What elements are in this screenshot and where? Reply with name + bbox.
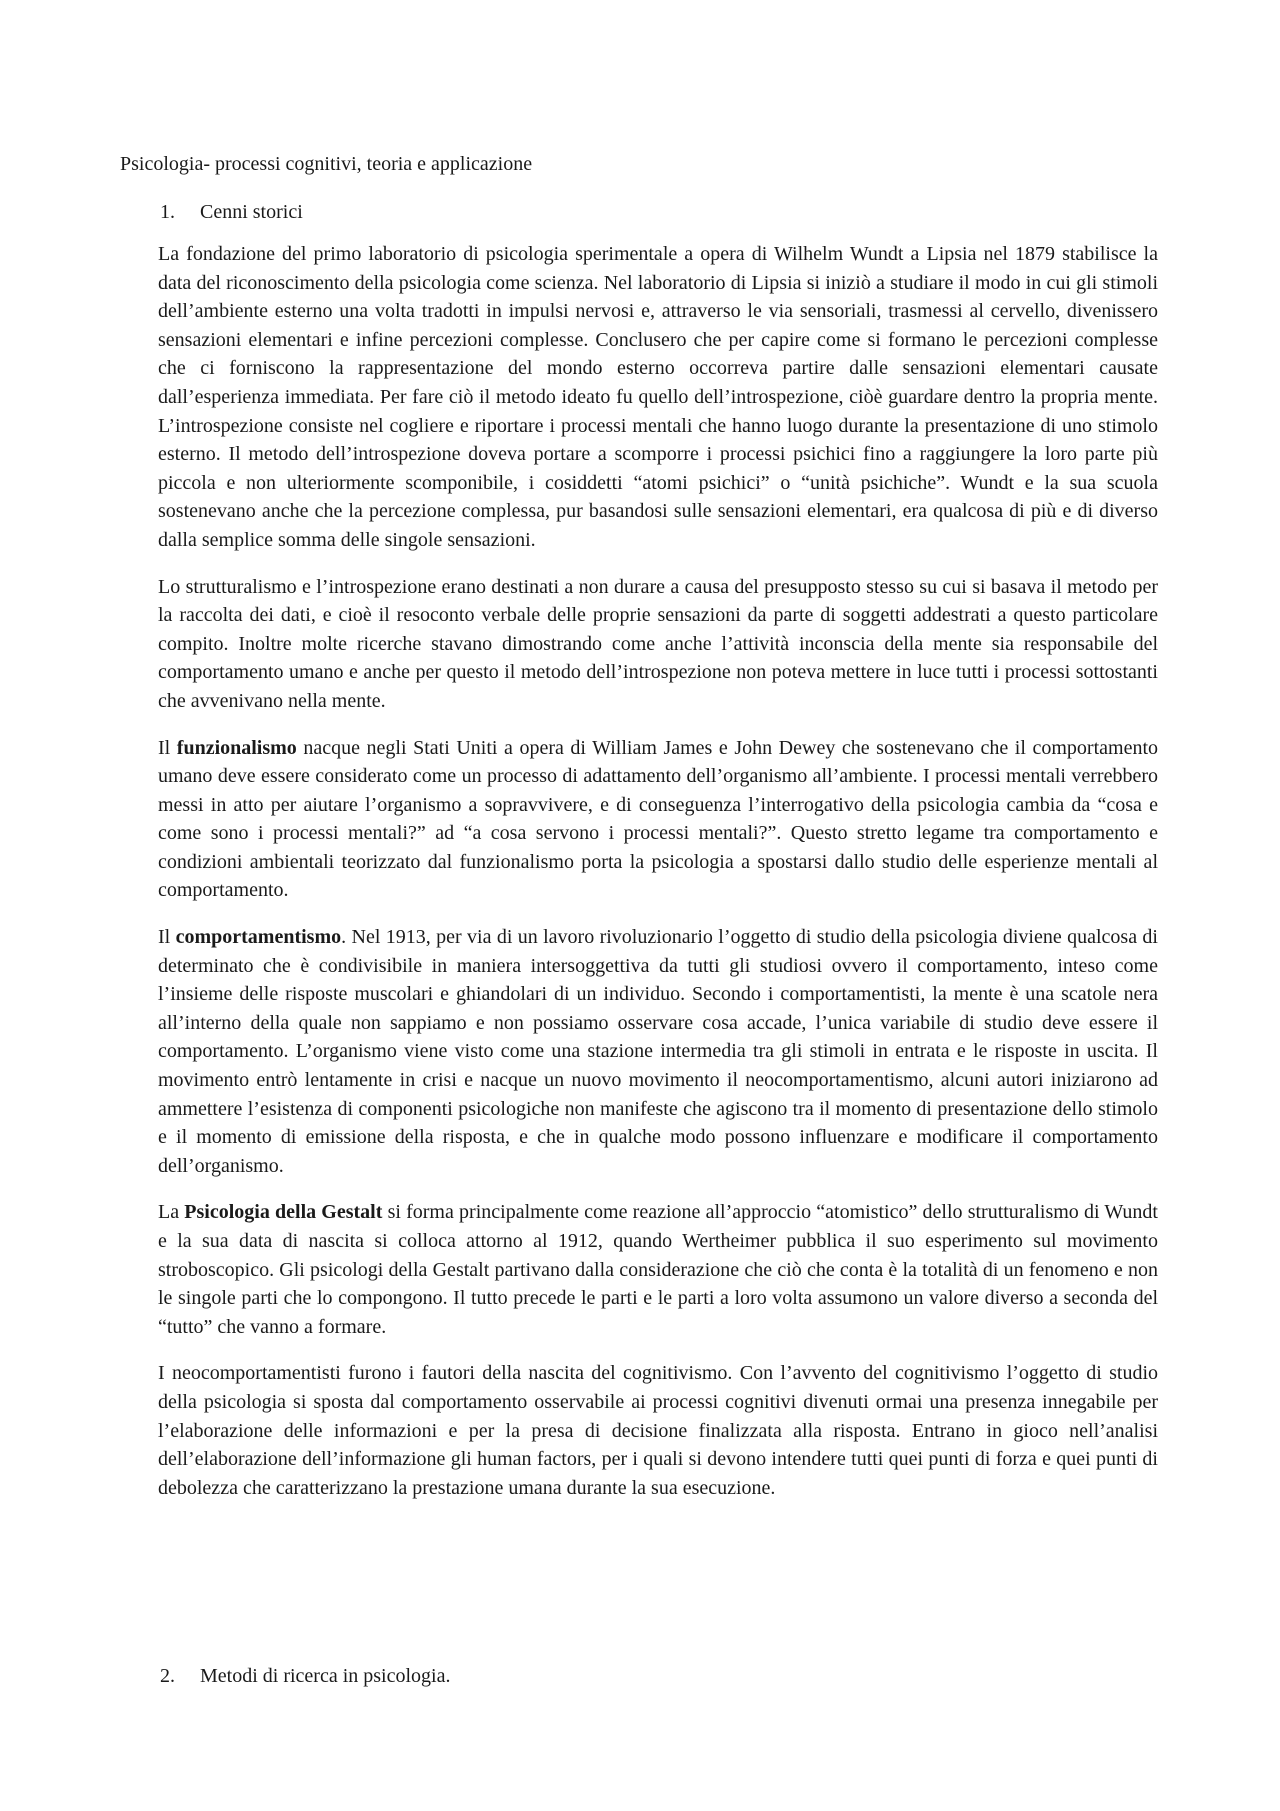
section-number: 2. — [160, 1665, 175, 1687]
paragraph-wundt: La fondazione del primo laboratorio di psicologia sperimentale a opera di Wilhelm Wundt a Lipsia nel 1879 stabilisce la data del riconoscimento della psicologia come scienza. Nel laboratorio di Lipsia si iniziò a studiare il modo in cui gli stimoli dell’ambiente esterno una volta tradotti in impulsi nervosi e, attraverso le via sensoriali, trasmessi al cervello, divenissero sensazioni elementari e infine percezioni complesse. Conclusero che per capire come si formano le percezioni complesse che ci forniscono la rappresentazione del mondo esterno occorreva partire dalle sensazioni elementari causate dall’esperienza immediata. Per fare ciò il metodo ideato fu quello dell’introspezione, ciòè guardare dentro la propria mente. L’introspezione consiste nel cogliere e riportare i processi mentali che hanno luogo durante la presentazione di uno stimolo esterno. Il metodo dell’introspezione doveva portare a scomporre i processi psichici fino a raggiungere la loro parte più piccola e non ulteriormente scomponibile, i cosiddetti “atomi psichici” o “unità psichiche”. Wundt e la sua scuola sostenevano anche che la percezione complessa, pur basandosi sulle sensazioni elementari, era qualcosa di più e di diverso dalla semplice somma delle singole sensazioni. — [158, 243, 1158, 551]
term-comportamentismo: comportamentismo — [175, 926, 342, 949]
paragraph-comportamentismo — [158, 923, 1158, 1180]
section-number: 1. — [160, 201, 175, 223]
paragraph-rest: . Nel 1913, per via di un lavoro rivoluzionario l’oggetto di studio della psicologia diviene qualcosa di determinato che è condivisibile in maniera intersoggettiva da tutti gli studiosi ovvero il comportamento, inteso come l’insieme delle risposte muscolari e ghiandolari di un individuo. Secondo i comportamentisti, la mente è una scatole nera all’interno della quale non sappiamo e non possiamo osservare cosa accade, l’unica variabile di studio deve essere il comportamento. L’organismo viene visto come una stazione intermedia tra gli stimoli in entrata e le risposte in uscita. Il movimento entrò lentamente in crisi e nacque un nuovo movimento il neocomportamentismo, alcuni autori iniziarono ad ammettere l’esistenza di componenti psicologiche non manifeste che agiscono tra il momento di presentazione dello stimolo e il momento di emissione della risposta, e che in qualche modo possono influenzare e modificare il comportamento dell’organismo. — [158, 926, 1158, 1177]
paragraph-funzionalismo — [158, 734, 1158, 906]
term-funzionalismo: funzionalismo — [176, 736, 297, 759]
section-title: Metodi di ricerca in psicologia. — [200, 1665, 451, 1687]
section-body — [158, 240, 1158, 1520]
paragraph-lead: Il — [158, 926, 176, 949]
section-heading-2 — [160, 1662, 450, 1690]
paragraph-rest: nacque negli Stati Uniti a opera di William James e John Dewey che sostenevano che il comportamento umano deve essere considerato come un processo di adattamento dell’organismo all’ambiente. I processi mentali verrebbero messi in atto per aiutare l’organismo a sopravvivere, e di conseguenza l’interrogativo della psicologia cambia da “cosa e come sono i processi mentali?” ad “a cosa servono i processi mentali?”. Questo stretto legame tra comportamento e condizioni ambientali teorizzato dal funzionalismo porta la psicologia a spostarsi dallo studio delle esperienze mentali al comportamento. — [158, 736, 1158, 902]
paragraph-lead: La — [158, 1201, 185, 1224]
paragraph-gestalt — [158, 1198, 1158, 1341]
term-gestalt: Psicologia della Gestalt — [184, 1201, 383, 1224]
paragraph-cognitivismo: I neocomportamentisti furono i fautori della nascita del cognitivismo. Con l’avvento del cognitivismo l’oggetto di studio della psicologia si sposta dal comportamento osservabile ai processi cognitivi divenuti ormai una presenza innegabile per l’elaborazione delle informazioni e per la presa di decisione finalizzata alla risposta. Entrano in gioco nell’analisi dell’elaborazione dell’informazione gli human factors, per i quali si devono intendere tutti quei punti di forza e quei punti di debolezza che caratterizzano la prestazione umana durante la sua esecuzione. — [158, 1362, 1158, 1499]
paragraph-strutturalismo: Lo strutturalismo e l’introspezione erano destinati a non durare a causa del presupposto stesso su cui si basava il metodo per la raccolta dei dati, e cioè il resoconto verbale delle proprie sensazioni da parte di soggetti addestrati a questo particolare compito. Inoltre molte ricerche stavano dimostrando come anche l’attività inconscia della mente sia responsabile del comportamento umano e anche per questo il metodo dell’introspezione non poteva mettere in luce tutti i processi sottostanti che avvenivano nella mente. — [158, 575, 1158, 712]
paragraph-rest: si forma principalmente come reazione all’approccio “atomistico” dello strutturalismo di Wundt e la sua data di nascita si colloca attorno al 1912, quando Wertheimer pubblica il suo esperimento sul movimento stroboscopico. Gli psicologi della Gestalt partivano dalla considerazione che ciò che conta è la totalità di un fenomeno e non le singole parti che lo compongono. Il tutto precede le parti e le parti a loro volta assumono un valore diverso a seconda del “tutto” che vanno a formare. — [158, 1201, 1158, 1338]
document-title: Psicologia- processi cognitivi, teoria e applicazione — [120, 153, 533, 175]
section-title: Cenni storici — [200, 201, 303, 223]
section-heading-1 — [160, 198, 303, 226]
paragraph-lead: Il — [158, 736, 177, 759]
